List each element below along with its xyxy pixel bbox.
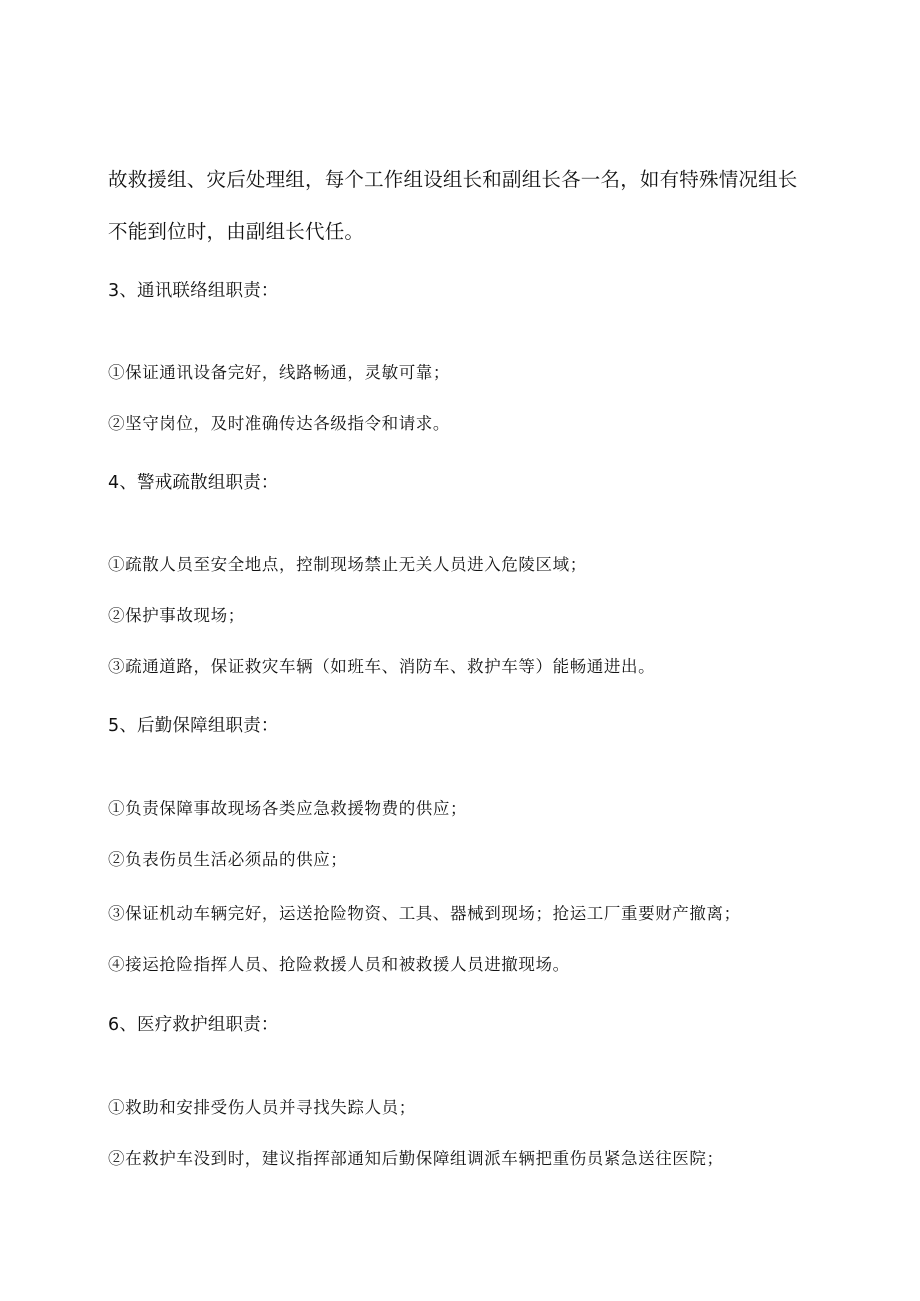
section-5-item-2: ②负表伤员生活必须品的供应；: [108, 850, 348, 869]
section-3-item-2: ②坚守岗位，及时准确传达各级指令和请求。: [108, 414, 450, 433]
section-6-item-1: ①救助和安排受伤人员并寻找失踪人员；: [108, 1098, 416, 1117]
section-5-item-1: ①负责保障事故现场各类应急救援物费的供应；: [108, 799, 468, 818]
section-3-heading: 3、通讯联络组职责：: [108, 281, 279, 301]
section-5-item-4: ④接运抢险指挥人员、抢险救援人员和被救援人员进撤现场。: [108, 955, 570, 974]
section-5-item-3: ③保证机动车辆完好，运送抢险物资、工具、器械到现场；抢运工厂重要财产撤离；: [108, 904, 741, 923]
section-6-item-2: ②在救护车没到时，建议指挥部通知后勤保障组调派车辆把重伤员紧急送往医院；: [108, 1149, 724, 1168]
intro-line-2: 不能到位时，由副组长代任。: [108, 220, 365, 243]
section-4-item-2: ②保护事故现场；: [108, 606, 245, 625]
section-4-item-1: ①疏散人员至安全地点，控制现场禁止无关人员进入危陵区域；: [108, 555, 587, 574]
section-3-item-1: ①保证通讯设备完好，线路畅通，灵敏可靠；: [108, 363, 450, 382]
section-4-heading: 4、警戒疏散组职责：: [108, 473, 279, 493]
section-5-heading: 5、后勤保障组职责：: [108, 716, 279, 736]
section-4-item-3: ③疏通道路，保证救灾车辆（如班车、消防车、救护车等）能畅通进出。: [108, 657, 656, 676]
section-6-heading: 6、医疗救护组职责：: [108, 1015, 279, 1035]
intro-line-1: 故救援组、灾后处理组，每个工作组设组长和副组长各一名，如有特殊情况组长: [108, 168, 798, 191]
